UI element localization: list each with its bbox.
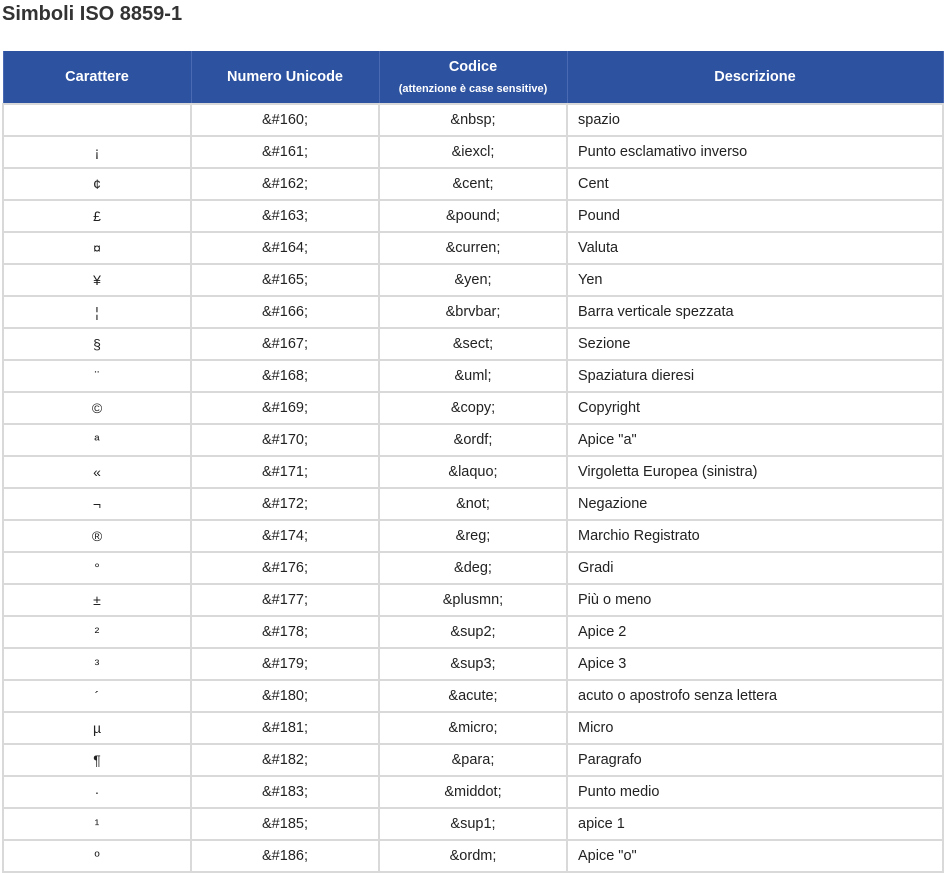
cell-description: Yen [567,264,943,296]
cell-code: &ordm; [379,840,567,872]
cell-code: &laquo; [379,456,567,488]
cell-description: Barra verticale spezzata [567,296,943,328]
table-row [3,328,943,360]
cell-code: &sup2; [379,616,567,648]
cell-code: &reg; [379,520,567,552]
cell-unicode: &#178; [191,616,379,648]
cell-character: ¨ [3,360,191,392]
cell-unicode: &#165; [191,264,379,296]
cell-code: &sect; [379,328,567,360]
cell-character: ª [3,424,191,456]
cell-character: © [3,392,191,424]
cell-description: Apice "o" [567,840,943,872]
cell-character: ° [3,552,191,584]
cell-unicode: &#161; [191,136,379,168]
cell-code: &curren; [379,232,567,264]
cell-unicode: &#174; [191,520,379,552]
table-row [3,168,943,200]
header-character: Carattere [3,51,191,104]
table-row [3,840,943,872]
table-row [3,648,943,680]
cell-character: ® [3,520,191,552]
cell-unicode: &#180; [191,680,379,712]
cell-unicode: &#163; [191,200,379,232]
page-title: Simboli ISO 8859-1 [2,3,183,25]
cell-unicode: &#162; [191,168,379,200]
table-row [3,296,943,328]
symbols-table [2,51,944,873]
cell-unicode: &#176; [191,552,379,584]
cell-character [3,104,191,136]
cell-description: Valuta [567,232,943,264]
cell-character: º [3,840,191,872]
table-row [3,360,943,392]
cell-code: &iexcl; [379,136,567,168]
cell-unicode: &#181; [191,712,379,744]
cell-code: &copy; [379,392,567,424]
header-unicode: Numero Unicode [191,51,379,104]
cell-unicode: &#186; [191,840,379,872]
cell-unicode: &#183; [191,776,379,808]
table-row [3,424,943,456]
cell-description: acuto o apostrofo senza lettera [567,680,943,712]
cell-description: Micro [567,712,943,744]
table-row [3,392,943,424]
cell-description: Pound [567,200,943,232]
header-description: Descrizione [567,51,943,104]
cell-code: &acute; [379,680,567,712]
cell-description: Paragrafo [567,744,943,776]
cell-unicode: &#166; [191,296,379,328]
header-code-label: Codice [448,59,498,75]
table-row [3,136,943,168]
cell-code: &sup3; [379,648,567,680]
cell-unicode: &#169; [191,392,379,424]
cell-code: &deg; [379,552,567,584]
cell-description: Virgoletta Europea (sinistra) [567,456,943,488]
cell-character: ³ [3,648,191,680]
table-row [3,520,943,552]
cell-character: ¥ [3,264,191,296]
cell-code: &ordf; [379,424,567,456]
table-row [3,552,943,584]
cell-code: &yen; [379,264,567,296]
table-row [3,456,943,488]
cell-code: &pound; [379,200,567,232]
table-row [3,488,943,520]
cell-unicode: &#177; [191,584,379,616]
table-row [3,264,943,296]
cell-code: &uml; [379,360,567,392]
cell-character: ¹ [3,808,191,840]
table-row [3,680,943,712]
header-code-note: (attenzione è case sensitive) [398,83,548,95]
cell-description: Apice "a" [567,424,943,456]
table-row [3,808,943,840]
table-row [3,200,943,232]
cell-unicode: &#167; [191,328,379,360]
cell-character: µ [3,712,191,744]
table-row [3,104,943,136]
cell-character: ± [3,584,191,616]
cell-description: Negazione [567,488,943,520]
cell-description: Cent [567,168,943,200]
cell-description: Punto esclamativo inverso [567,136,943,168]
table-row [3,744,943,776]
cell-code: &nbsp; [379,104,567,136]
cell-description: Apice 2 [567,616,943,648]
cell-character: ¤ [3,232,191,264]
cell-code: &middot; [379,776,567,808]
cell-description: Copyright [567,392,943,424]
table-row [3,712,943,744]
cell-unicode: &#185; [191,808,379,840]
cell-unicode: &#172; [191,488,379,520]
cell-code: &cent; [379,168,567,200]
cell-code: &micro; [379,712,567,744]
cell-unicode: &#182; [191,744,379,776]
table-row [3,584,943,616]
cell-description: Spaziatura dieresi [567,360,943,392]
table-header-row [3,51,943,104]
cell-unicode: &#179; [191,648,379,680]
cell-description: apice 1 [567,808,943,840]
cell-code: &brvbar; [379,296,567,328]
cell-unicode: &#164; [191,232,379,264]
cell-character: « [3,456,191,488]
cell-unicode: &#168; [191,360,379,392]
cell-character: · [3,776,191,808]
cell-description: spazio [567,104,943,136]
cell-character: ² [3,616,191,648]
cell-character: ¶ [3,744,191,776]
cell-code: &plusmn; [379,584,567,616]
cell-description: Marchio Registrato [567,520,943,552]
header-code [379,51,567,104]
cell-code: &not; [379,488,567,520]
cell-character: ¦ [3,296,191,328]
cell-character: ¡ [3,136,191,168]
cell-description: Punto medio [567,776,943,808]
cell-unicode: &#171; [191,456,379,488]
cell-character: § [3,328,191,360]
cell-character: £ [3,200,191,232]
cell-description: Gradi [567,552,943,584]
cell-code: &sup1; [379,808,567,840]
cell-description: Apice 3 [567,648,943,680]
table-row [3,776,943,808]
table-row [3,232,943,264]
cell-character: ¢ [3,168,191,200]
cell-character: ¬ [3,488,191,520]
cell-description: Più o meno [567,584,943,616]
cell-character: ´ [3,680,191,712]
cell-code: &para; [379,744,567,776]
cell-unicode: &#170; [191,424,379,456]
table-row [3,616,943,648]
cell-unicode: &#160; [191,104,379,136]
cell-description: Sezione [567,328,943,360]
